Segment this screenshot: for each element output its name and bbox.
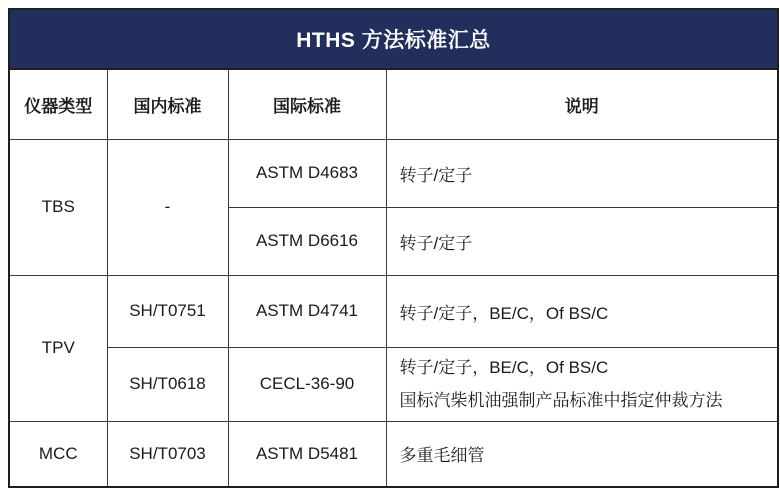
- page-title: HTHS 方法标准汇总: [9, 9, 778, 69]
- description-line: 转子/定子，BE/C，Of BS/C: [399, 358, 609, 377]
- cell-intl-standard: CECL-36-90: [228, 347, 386, 421]
- cell-description: 转子/定子，BE/C，Of BS/C: [386, 275, 778, 347]
- cell-description: 多重毛细管: [386, 421, 778, 487]
- cell-domestic-standard: SH/T0751: [107, 275, 228, 347]
- description-line: 国标汽柴机油强制产品标准中指定仲裁方法: [399, 391, 723, 410]
- cell-domestic-standard: SH/T0703: [107, 421, 228, 487]
- title-row: [9, 9, 778, 69]
- cell-domestic-standard: SH/T0618: [107, 347, 228, 421]
- hths-standards-table: [8, 8, 779, 488]
- column-header-international-standard: 国际标准: [228, 69, 386, 139]
- cell-intl-standard: ASTM D4683: [228, 139, 386, 207]
- table-row-mcc: [9, 421, 778, 487]
- cell-domestic-tbs: -: [107, 139, 228, 275]
- column-header-domestic-standard: 国内标准: [107, 69, 228, 139]
- cell-intl-standard: ASTM D4741: [228, 275, 386, 347]
- column-header-instrument-type: 仪器类型: [9, 69, 107, 139]
- column-header-row: [9, 69, 778, 139]
- cell-instrument-mcc: MCC: [9, 421, 107, 487]
- cell-description: [386, 347, 778, 421]
- cell-instrument-tbs: TBS: [9, 139, 107, 275]
- cell-instrument-tpv: TPV: [9, 275, 107, 421]
- cell-description: 转子/定子: [386, 139, 778, 207]
- column-header-description: 说明: [386, 69, 778, 139]
- cell-intl-standard: ASTM D5481: [228, 421, 386, 487]
- table-row-tpv-2: [9, 347, 778, 421]
- table-row-tpv-1: [9, 275, 778, 347]
- cell-intl-standard: ASTM D6616: [228, 207, 386, 275]
- cell-description: 转子/定子: [386, 207, 778, 275]
- table-row-tbs-1: [9, 139, 778, 207]
